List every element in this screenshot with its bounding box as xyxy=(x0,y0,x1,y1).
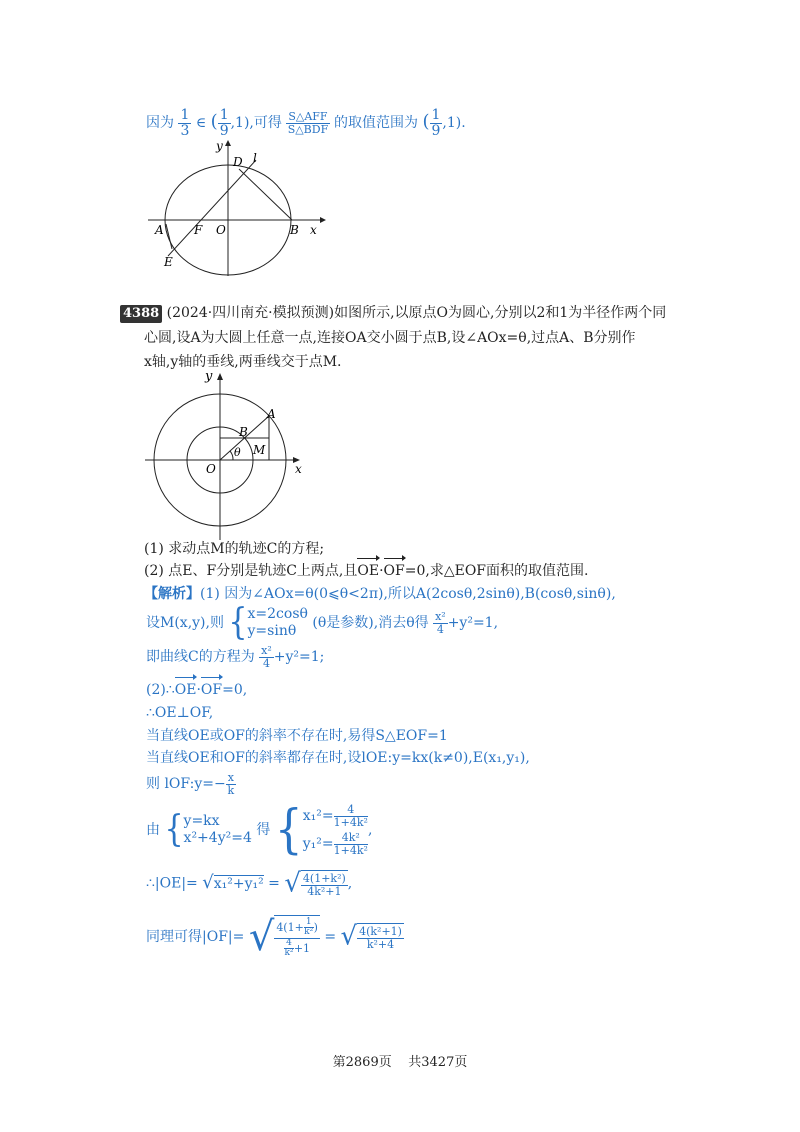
label-M: M xyxy=(253,443,266,457)
problem-line-2: 心圆,设A为大圆上任意一点,连接OA交小圆于点B,设∠AOx=θ,过点A、B分别作 xyxy=(144,330,636,346)
problem-line-3: x轴,y轴的垂线,两垂线交于点M. xyxy=(144,354,342,370)
vector-OF-2: OF xyxy=(200,682,223,698)
label-A2: A xyxy=(267,407,276,421)
question-2: (2) 点E、F分别是轨迹C上两点,且OE·OF=0,求△EOF面积的取值范围. xyxy=(144,563,589,579)
label-l: l xyxy=(253,151,257,165)
text-since: 因为 xyxy=(146,115,174,132)
problem-line-1: 4388 (2024·四川南充·模拟预测)如图所示,以原点O为圆心,分别以2和1为半径作两个同 xyxy=(120,303,666,323)
fraction-one-third: $\frac{1}{3}$ xyxy=(180,107,190,139)
solution-line-2: 设M(x,y),则 { x=2cosθ y=sinθ (θ是参数),消去θ得 $\frac{\text{x²}}{4}$ +y²=1, xyxy=(146,601,499,644)
solution-line-1: 【解析】(1) 因为∠AOx=θ(0⩽θ<2π),所以A(2cosθ,2sinθ),B(cosθ,sinθ), xyxy=(144,586,616,602)
vector-OF: OF xyxy=(383,563,405,579)
label-y: y xyxy=(216,139,223,153)
solution-line-7: 当直线OE和OF的斜率都存在时,设lOE:y=kx(k≠0),E(x₁,y₁), xyxy=(146,750,530,766)
symbol-in: ∈ xyxy=(195,115,207,132)
solution-line-4: (2)∴OE·OF=0, xyxy=(146,682,248,698)
top-conclusion-line: 因为 $\frac{1}{3}$ ∈ ( $\frac{1}{9}$ ,1),可得 $\frac{\text{S△AFF}}{\text{S△BDF}}$ 的取值范围为 ( $\frac{1}{9}$ ,1). xyxy=(146,107,466,139)
label-O: O xyxy=(216,223,226,237)
label-theta: θ xyxy=(234,446,241,459)
solution-line-11: 同理可得|OF|= √ 4(1+ $\frac{1}{\text{k²}}$ ) $\frac{4}{\text{k²}}$ +1 = √ $\frac{\text{4(k²+1)}}{\text{k²+4}}$ xyxy=(146,913,402,960)
label-B: B xyxy=(290,223,299,237)
area-ratio: $\frac{\text{S△AFF}}{\text{S△BDF}}$ xyxy=(287,110,329,136)
label-D: D xyxy=(233,155,243,169)
label-y2: y xyxy=(205,369,213,384)
solution-line-6: 当直线OE或OF的斜率不存在时,易得S△EOF=1 xyxy=(146,728,448,744)
question-1: (1) 求动点M的轨迹C的方程; xyxy=(144,541,325,557)
label-E: E xyxy=(164,255,173,269)
page-total: 共3427页 xyxy=(408,1055,468,1070)
line-l xyxy=(168,160,256,256)
vector-OE: OE xyxy=(357,563,380,579)
label-x2: x xyxy=(295,462,302,476)
figure-ellipse-chord xyxy=(140,138,340,278)
label-F: F xyxy=(194,223,203,237)
label-O2: O xyxy=(206,462,216,476)
solution-line-8: 则 lOF:y=− $\frac{x}{k}$ xyxy=(146,771,235,797)
solution-line-3: 即曲线C的方程为 $\frac{\text{x²}}{4}$ +y²=1; xyxy=(146,644,325,670)
fraction-one-ninth: $\frac{1}{9}$ xyxy=(219,107,229,139)
solution-line-9: 由 { y=kx x²+4y²=4 得 { x₁²= $\frac{4}{\text{1+4k²}}$ y₁²= $\frac{\text{4k²}}{\text{1+4k²}}$ , xyxy=(146,798,373,861)
page-number: 第2869页 xyxy=(332,1055,392,1070)
vector-OE-2: OE xyxy=(174,682,197,698)
solution-tag: 【解析】 xyxy=(144,586,200,602)
label-B2: B xyxy=(239,425,248,439)
fraction-one-ninth-b: $\frac{1}{9}$ xyxy=(431,107,441,139)
problem-number-badge: 4388 xyxy=(120,305,162,323)
angle-arc xyxy=(230,451,233,460)
page-footer xyxy=(0,1053,800,1073)
label-A: A xyxy=(155,223,164,237)
segment-AE xyxy=(166,224,172,249)
label-x: x xyxy=(310,223,317,237)
figure-concentric-circles xyxy=(143,368,308,543)
solution-line-5: ∴OE⊥OF, xyxy=(146,705,214,721)
solution-line-10: ∴|OE|= √x₁²+y₁² = √ $\frac{\text{4(1+k²)}}{\text{4k²+1}}$ , xyxy=(146,868,353,899)
